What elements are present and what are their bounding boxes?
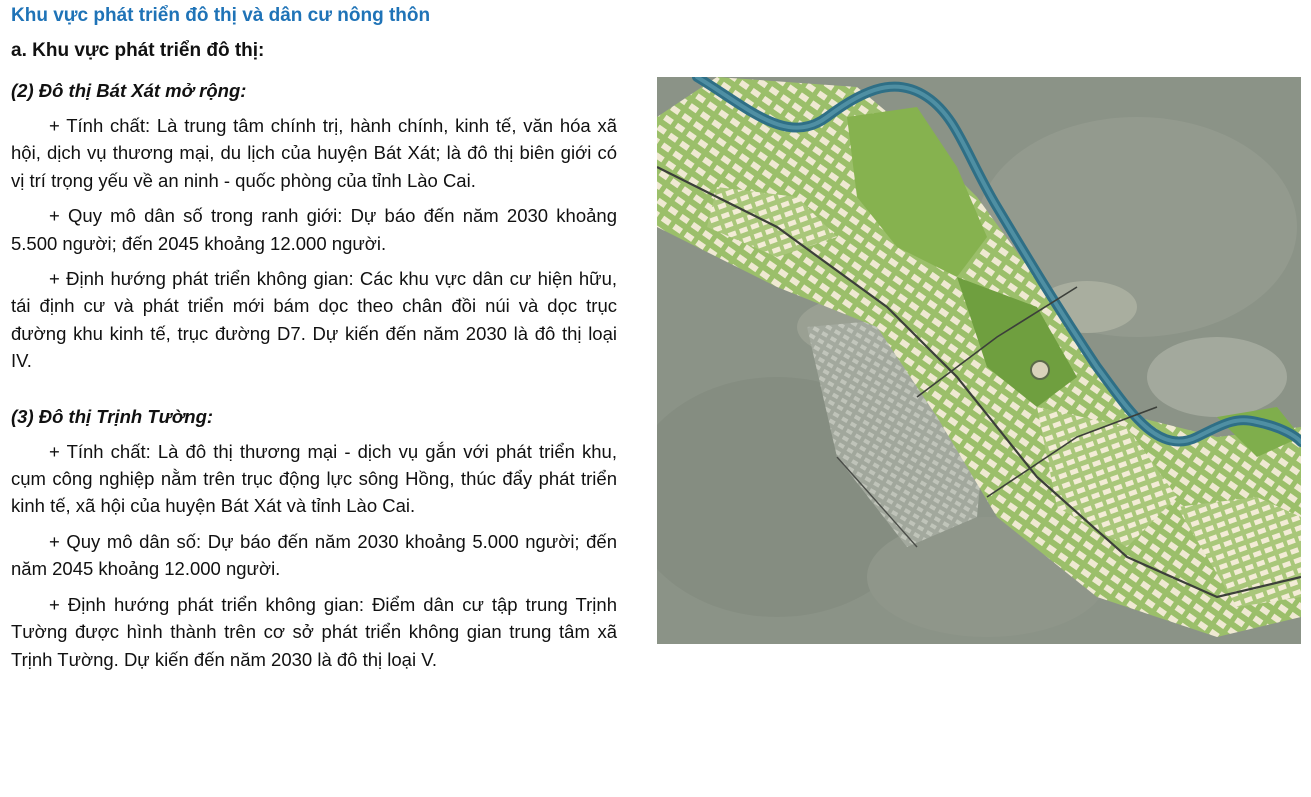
page-title: Khu vực phát triển đô thị và dân cư nông thôn xyxy=(11,5,431,26)
section-subheading: a. Khu vực phát triển đô thị: xyxy=(11,40,265,61)
section-bat-xat xyxy=(11,78,617,375)
section-trinh-tuong xyxy=(11,404,617,673)
paragraph-nature: + Tính chất: Là trung tâm chính trị, hành chính, kinh tế, văn hóa xã hội, dịch vụ thương mại, du lịch của huyện Bát Xát; là đô thị biên giới có vị trí trọng yếu về an ninh - quốc phòng của tỉnh Lào Cai. xyxy=(11,115,617,191)
section-heading: (2) Đô thị Bát Xát mở rộng: xyxy=(11,80,247,101)
text-column xyxy=(11,78,617,681)
section-gap xyxy=(11,383,617,404)
paragraph-spatial: + Định hướng phát triển không gian: Các khu vực dân cư hiện hữu, tái định cư và phát triển mới bám dọc theo chân đồi núi và dọc trục đường khu kinh tế, trục đường D7. Dự kiến đến năm 2030 là đô thị loại IV. xyxy=(11,268,617,372)
urban-masterplan-aerial-map xyxy=(657,77,1301,644)
paragraph-spatial: + Định hướng phát triển không gian: Điểm dân cư tập trung Trịnh Tường được hình thành trên cơ sở phát triển không gian trung tâm xã Trịnh Tường. Dự kiến đến năm 2030 là đô thị loại V. xyxy=(11,593,617,670)
paragraph-population: + Quy mô dân số trong ranh giới: Dự báo đến năm 2030 khoảng 5.500 người; đến 2045 khoảng 12.000 người. xyxy=(11,205,617,254)
paragraph-population: + Quy mô dân số: Dự báo đến năm 2030 khoảng 5.000 người; đến năm 2045 khoảng 12.000 người. xyxy=(11,530,617,580)
paragraph-nature: + Tính chất: Là đô thị thương mại - dịch vụ gắn với phát triển khu, cụm công nghiệp nằm trên trục động lực sông Hồng, thúc đẩy phát triển kinh tế, xã hội của huyện Bát Xát và tỉnh Lào Cai. xyxy=(11,440,617,517)
map-illustration xyxy=(657,77,1301,644)
section-heading: (3) Đô thị Trịnh Tường: xyxy=(11,405,214,427)
